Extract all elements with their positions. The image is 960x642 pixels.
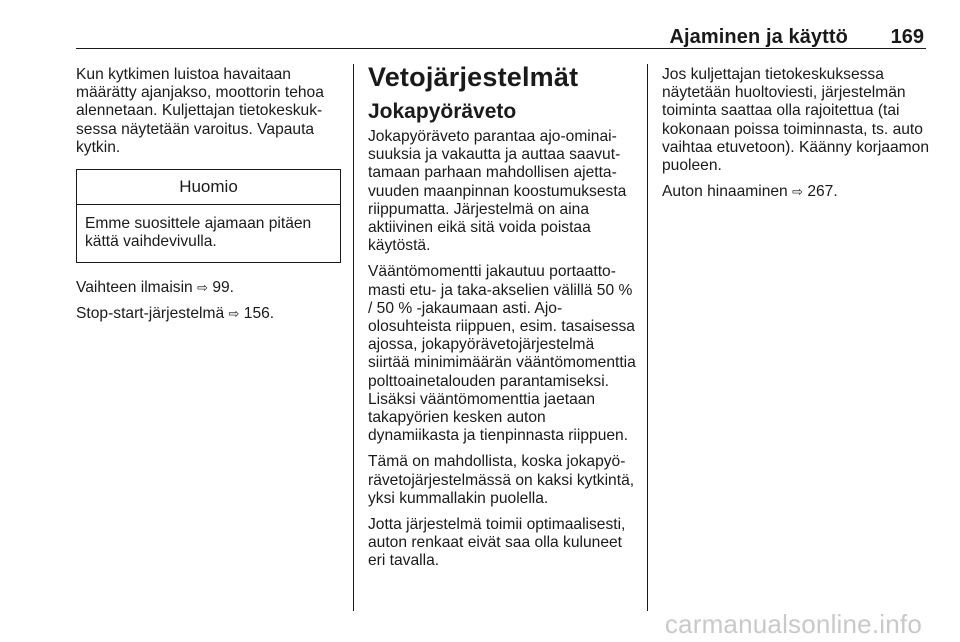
cross-reference[interactable] — [662, 183, 932, 201]
arrow-ref-icon: ⇨ — [197, 279, 208, 295]
cross-reference[interactable] — [76, 279, 341, 297]
note-body: Emme suosittele ajamaan pitäen kättä vaihdevivulla. — [85, 215, 312, 251]
arrow-ref-icon: ⇨ — [792, 184, 803, 200]
reference-page: 267. — [807, 183, 838, 201]
clutch-paragraph: Kun kytkimen luistoa havaitaan määrätty ajanjakso, moottorin tehoa alennetaan. Kuljettajan tietokeskuksessa näytetään varoitus. Vapauta kytkin. — [76, 66, 324, 156]
awd-paragraph-1: Jokapyöräveto parantaa ajo-ominaisuuksia ja vakautta ja auttaa saavuttamaan parhaan mahdollisen ajettavuuden maanpinnan koostumuksesta riippumatta. Järjestelmä on aina aktiivinen eikä sitä voida poistaa käytöstä. — [368, 128, 627, 255]
column-right — [662, 66, 932, 209]
subsection-heading: Jokapyöräveto — [368, 100, 517, 123]
awd-paragraph-2: Vääntömomentti jakautuu portaattomasti etu- ja taka-akselien välillä 50 % / 50 % -jakaumaan asti. Ajo-olosuhteista riippuen, esim. tasaisessa ajossa, jokapyörävetojärjestelmä siirtää minimimäärän vääntömomenttia polttoainetalouden parantamiseksi. Lisäksi vääntömomenttia jaetaan takapyörien kesken auton dynamiikasta ja tienpinnasta riippuen. — [368, 263, 636, 445]
page-header — [76, 26, 926, 49]
awd-paragraph-3: Tämä on mahdollista, koska jokapyörävetojärjestelmässä on kaksi kytkintä, yksi kummallakin puolella. — [368, 453, 635, 507]
reference-text: Auton hinaaminen — [662, 183, 788, 201]
watermark: carmanualsonline.info — [664, 609, 922, 639]
column-middle — [368, 62, 636, 579]
reference-page: 156. — [243, 304, 275, 322]
note-box — [76, 169, 341, 263]
column-left — [76, 66, 341, 331]
reference-text: Stop-start-järjestelmä — [76, 304, 225, 322]
note-title: Huomio — [77, 170, 340, 205]
section-title: Ajaminen ja käyttö — [669, 26, 848, 48]
service-paragraph: Jos kuljettajan tietokeskuksessa näytetään huoltoviesti, järjestelmän toiminta saattaa olla rajoitettua (tai kokonaan poissa toiminnasta, ts. auto vaihtaa etuvetoon). Käänny korjaamon puoleen. — [662, 66, 929, 175]
reference-text: Vaihteen ilmaisin — [76, 278, 193, 296]
awd-paragraph-4: Jotta järjestelmä toimii optimaalisesti, auton renkaat eivät saa olla kuluneet eri tavalla. — [368, 516, 626, 570]
column-divider — [647, 64, 648, 611]
column-divider — [353, 64, 354, 611]
arrow-ref-icon: ⇨ — [228, 305, 240, 321]
page-number: 169 — [890, 26, 924, 48]
section-heading: Vetojärjestelmät — [368, 62, 579, 92]
reference-page: 99. — [212, 278, 235, 296]
cross-reference[interactable] — [76, 305, 341, 323]
